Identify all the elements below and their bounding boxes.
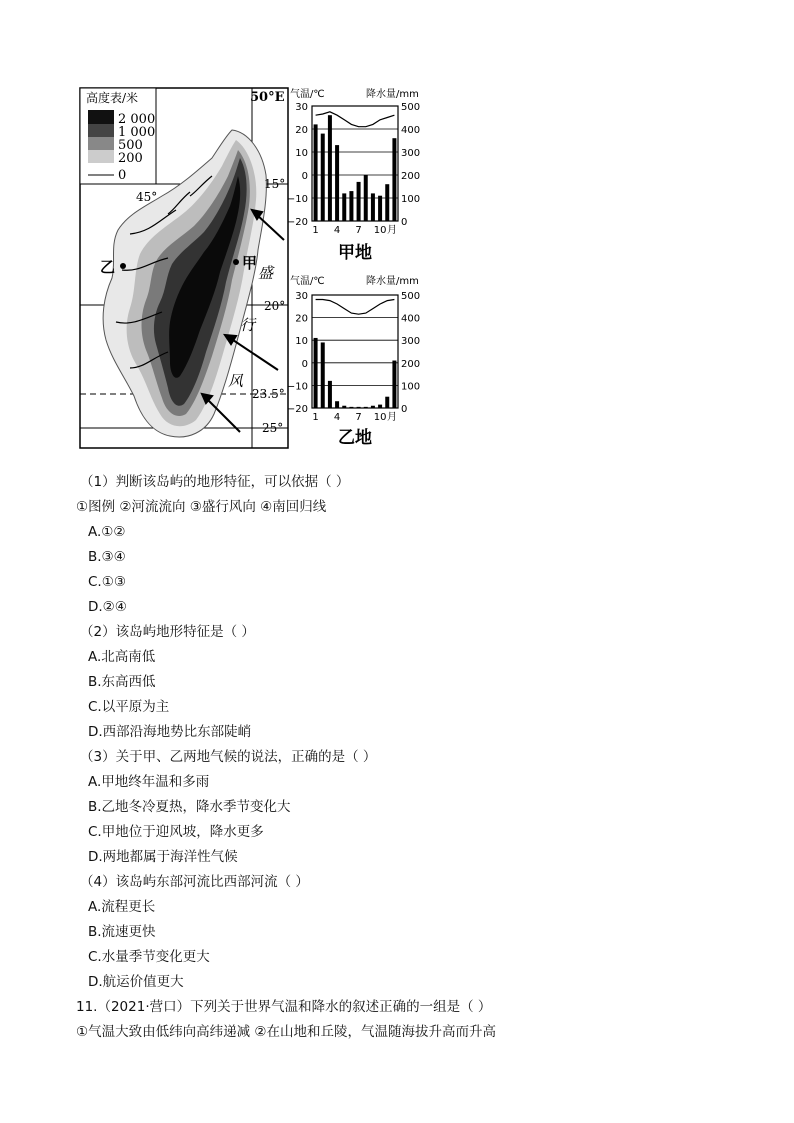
q4-option-d: D.航运价值更大: [88, 974, 184, 990]
legend-level-1000: 1 000: [118, 125, 156, 140]
chart-right-tick: 500: [401, 102, 421, 113]
chart-right-tick: 400: [401, 313, 421, 325]
precip-bar: [378, 405, 382, 408]
wind-char-2: 行: [240, 316, 256, 334]
legend-title: 高度表/米: [86, 91, 139, 105]
legend-level-500: 500: [118, 138, 143, 153]
question-2: （2）该岛屿地形特征是（ ）: [80, 624, 255, 640]
precip-bar: [385, 184, 389, 221]
q4-option-c: C.水量季节变化更大: [88, 949, 210, 965]
legend-level-0: 0: [118, 168, 127, 183]
chart-left-tick: 10: [295, 336, 308, 348]
chart-ylabel-right: 降水量/mm: [366, 89, 419, 100]
q1-option-a: A.①②: [88, 524, 126, 540]
chart-right-tick: 200: [401, 358, 421, 370]
question-1: （1）判断该岛屿的地形特征，可以依据（ ）: [80, 474, 350, 490]
precip-bar: [378, 196, 382, 221]
chart-x-tick: 4: [333, 225, 341, 236]
precip-bar: [392, 138, 396, 221]
question-4: （4）该岛屿东部河流比西部河流（ ）: [80, 874, 309, 890]
chart-right-tick: 300: [401, 336, 421, 348]
precip-bar: [342, 193, 346, 221]
chart-title: 乙地: [338, 428, 372, 448]
precip-bar: [357, 182, 361, 221]
chart-right-tick: 100: [401, 194, 421, 205]
q1-option-c: C.①③: [88, 574, 126, 590]
figure: [0, 0, 794, 460]
q2-option-c: C.以平原为主: [88, 699, 170, 715]
chart-right-tick: 0: [401, 217, 408, 228]
chart-left-tick: −10: [286, 194, 308, 205]
chart-right-tick: 400: [401, 125, 421, 136]
lat-label-15: 15°: [264, 177, 286, 191]
chart-right-tick: 100: [401, 381, 421, 393]
chart-left-tick: −20: [286, 217, 308, 228]
chart-left-tick: 30: [295, 291, 308, 302]
question-11: 11.（2021·营口）下列关于世界气温和降水的叙述正确的一组是（ ）: [76, 999, 492, 1015]
question-11-items: ①气温大致由低纬向高纬递减 ②在山地和丘陵，气温随海拔升高而升高: [76, 1024, 496, 1040]
precip-bar: [335, 145, 339, 221]
precip-bar: [321, 342, 325, 408]
chart-x-tick: 10: [373, 225, 387, 236]
chart-left-tick: −10: [286, 381, 308, 393]
chart-x-tick: 7: [355, 412, 362, 423]
chart-right-tick: 200: [401, 171, 421, 182]
lat-label-25: 25°: [262, 421, 284, 435]
legend-level-200: 200: [118, 151, 143, 166]
q2-option-b: B.东高西低: [88, 674, 156, 690]
precip-bar: [321, 134, 325, 221]
wind-char-1: 盛: [258, 264, 274, 282]
chart-x-tick: 1: [312, 225, 319, 236]
chart-left-tick: 0: [301, 358, 308, 370]
precip-bar: [335, 401, 339, 408]
temperature-curve: [316, 300, 395, 315]
q1-option-d: D.②④: [88, 599, 127, 615]
q4-option-b: B.流速更快: [88, 924, 156, 940]
chart-left-tick: 20: [295, 125, 308, 136]
chart-frame: [312, 295, 398, 408]
precip-bar: [364, 175, 368, 221]
q3-option-b: B.乙地冬冷夏热，降水季节变化大: [88, 799, 291, 815]
precip-bar: [364, 407, 368, 408]
q3-option-d: D.两地都属于海洋性气候: [88, 849, 238, 865]
chart-left-tick: 20: [295, 313, 308, 325]
chart-title: 甲地: [338, 243, 372, 263]
chart-frame: [312, 106, 398, 221]
question-3: （3）关于甲、乙两地气候的说法，正确的是（ ）: [80, 749, 377, 765]
q3-option-a: A.甲地终年温和多雨: [88, 774, 210, 790]
chart-right-tick: 0: [401, 404, 408, 415]
precip-bar: [314, 124, 318, 221]
q4-option-a: A.流程更长: [88, 899, 156, 915]
temperature-curve: [316, 112, 395, 127]
precip-bar: [371, 406, 375, 408]
chart-x-tick: 1: [312, 412, 319, 423]
chart-left-tick: 0: [301, 171, 308, 182]
chart-left-tick: 10: [295, 148, 308, 159]
island-map: [80, 88, 288, 448]
chart-ylabel-left: 气温/℃: [290, 89, 325, 100]
precip-bar: [349, 191, 353, 221]
chart-left-tick: 30: [295, 102, 308, 113]
lat-label-23-5: 23.5°: [252, 387, 285, 401]
chart-right-tick: 500: [401, 291, 421, 302]
precip-bar: [392, 361, 396, 408]
chart-x-tick: 月: [387, 412, 397, 423]
lat-label-20: 20°: [264, 299, 286, 313]
q2-option-a: A.北高南低: [88, 649, 156, 665]
precip-bar: [385, 397, 389, 408]
precip-bar: [371, 193, 375, 221]
place-yi: 乙: [100, 258, 116, 276]
precip-bar: [328, 381, 332, 408]
lon-label-45: 45°: [136, 190, 158, 204]
climate-chart-jia: [287, 87, 420, 263]
chart-x-tick: 10: [373, 412, 387, 423]
chart-x-tick: 4: [333, 412, 341, 423]
chart-right-tick: 300: [401, 148, 421, 159]
chart-x-tick: 7: [355, 225, 362, 236]
chart-x-tick: 月: [387, 225, 397, 236]
q3-option-c: C.甲地位于迎风坡，降水更多: [88, 824, 264, 840]
chart-left-tick: −20: [286, 404, 308, 415]
q1-option-b: B.③④: [88, 549, 126, 565]
wind-char-3: 风: [228, 372, 244, 390]
question-1-items: ①图例 ②河流流向 ③盛行风向 ④南回归线: [76, 499, 327, 515]
precip-bar: [349, 407, 353, 408]
precip-bar: [314, 338, 318, 408]
legend-level-2000: 2 000: [118, 112, 156, 127]
climate-chart-yi: [287, 274, 420, 448]
precip-bar: [342, 406, 346, 408]
chart-ylabel-left: 气温/℃: [290, 276, 325, 287]
lon-label-50e: 50°E: [250, 90, 285, 105]
chart-ylabel-right: 降水量/mm: [366, 276, 419, 287]
q2-option-d: D.西部沿海地势比东部陡峭: [88, 724, 252, 740]
precip-bar: [357, 407, 361, 408]
precip-bar: [328, 115, 332, 221]
place-jia: 甲: [242, 254, 258, 272]
